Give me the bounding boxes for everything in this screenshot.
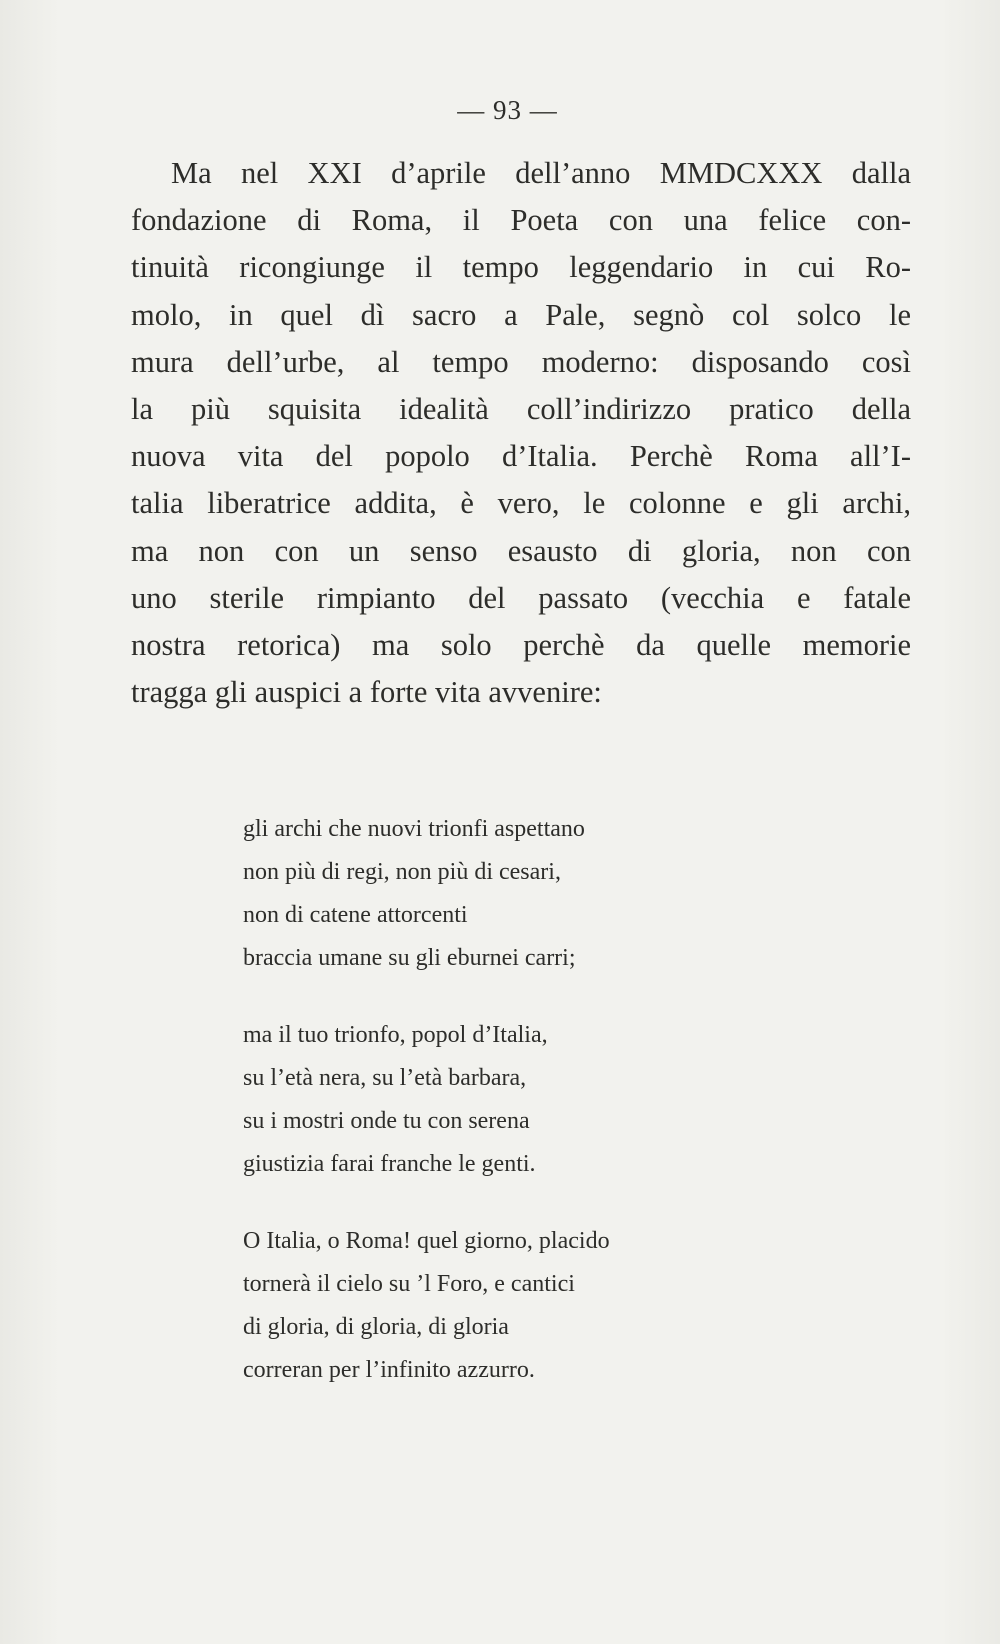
prose-line: mura dell’urbe, al tempo moderno: disposando così: [131, 344, 911, 379]
prose-paragraph: [131, 150, 911, 716]
prose-line: nostra retorica) ma solo perchè da quelle memorie: [131, 628, 911, 663]
verse-stanza-3: [243, 1220, 803, 1392]
verse-line: su l’età nera, su l’età barbara,: [243, 1065, 527, 1091]
prose-line: ma non con un senso esausto di gloria, non con: [131, 533, 911, 568]
prose-line: la più squisita idealità coll’indirizzo pratico della: [131, 392, 911, 427]
verse-stanza-2: [243, 1014, 803, 1186]
verse-line: di gloria, di gloria, di gloria: [243, 1314, 509, 1340]
page-number: — 93 —: [457, 95, 558, 125]
prose-line: molo, in quel dì sacro a Pale, segnò col solco le: [131, 297, 911, 332]
verse-line: tornerà il cielo su ’l Foro, e cantici: [243, 1271, 575, 1297]
prose-line: tinuità ricongiunge il tempo leggendario in cui Ro-: [131, 250, 911, 285]
verse-line: giustizia farai franche le genti.: [243, 1151, 536, 1177]
prose-line: nuova vita del popolo d’Italia. Perchè Roma all’I-: [131, 439, 911, 474]
verse-line: correran per l’infinito azzurro.: [243, 1357, 535, 1383]
prose-line: Ma nel XXI d’aprile dell’anno MMDCXXX dalla: [171, 156, 911, 190]
verse-line: non di catene attorcenti: [243, 902, 468, 928]
prose-line: talia liberatrice addita, è vero, le colonne e gli archi,: [131, 486, 911, 521]
verse-line: su i mostri onde tu con serena: [243, 1108, 530, 1134]
verse-line: non più di regi, non più di cesari,: [243, 859, 561, 885]
verse-line: O Italia, o Roma! quel giorno, placido: [243, 1228, 610, 1254]
verse-line: ma il tuo trionfo, popol d’Italia,: [243, 1022, 548, 1048]
verse-line: braccia umane su gli eburnei carri;: [243, 945, 576, 971]
verse-line: gli archi che nuovi trionfi aspettano: [243, 816, 585, 842]
prose-line: fondazione di Roma, il Poeta con una felice con-: [131, 203, 911, 238]
prose-line: uno sterile rimpianto del passato (vecchia e fatale: [131, 580, 911, 615]
prose-line: tragga gli auspici a forte vita avvenire:: [131, 675, 602, 710]
verse-stanza-1: [243, 808, 803, 980]
